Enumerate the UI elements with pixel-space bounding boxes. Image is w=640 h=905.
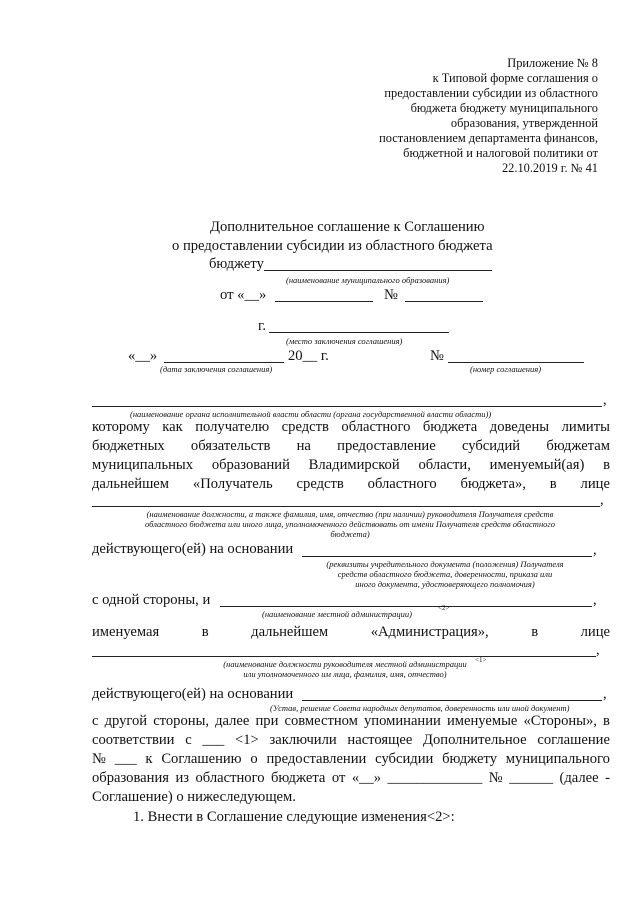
appendix-line: образования, утвержденной [450, 116, 598, 130]
city-label: г. [258, 318, 266, 334]
word: Владимирской [308, 457, 400, 473]
comma: , [593, 542, 597, 558]
date-caption: (дата заключения соглашения) [160, 364, 273, 374]
word: именуемые [446, 713, 518, 729]
acting-label: действующего(ей) на основании [92, 541, 294, 557]
word: бюджета [422, 419, 478, 435]
appendix-line: бюджетной и налоговой политики от [403, 146, 598, 160]
recipient-basis-field[interactable] [302, 556, 592, 557]
caption-line: иного документа, удостоверяющего полномочия) [355, 579, 535, 589]
admin-name-caption: (наименование местной администрации) [262, 609, 412, 619]
paragraph-line [92, 624, 610, 641]
word: получателю [195, 419, 270, 435]
appendix-line: предоставлении субсидии из областного [384, 86, 598, 100]
word: муниципального [505, 751, 610, 767]
word: (далее [559, 770, 599, 786]
comma: , [596, 642, 600, 658]
caption-line: (наименование должности руководителя местной администрации [223, 659, 467, 669]
acting-label-2: действующего(ей) на основании [92, 686, 294, 702]
appendix-block [379, 56, 598, 176]
caption-line: (реквизиты учредительного документа (положения) Получателя [326, 559, 564, 569]
word: бюджета», [460, 476, 526, 492]
word: далее [215, 713, 250, 729]
word: лимиты [561, 419, 610, 435]
authority-caption: (наименование органа исполнительной власти области (органа государственной власти области)) [130, 409, 492, 419]
admin-basis-field[interactable] [302, 700, 602, 701]
word: образования [92, 770, 169, 786]
word: Соглашению [161, 751, 242, 767]
word: предоставление [337, 438, 436, 454]
agreement-date-field[interactable] [275, 301, 373, 302]
appendix-line: Приложение № 8 [507, 56, 598, 70]
word: в [201, 624, 209, 640]
appendix-line: бюджета бюджету муниципального [410, 101, 598, 115]
word: «__» [351, 770, 381, 786]
municipality-field[interactable] [264, 270, 492, 271]
comma: , [593, 592, 597, 608]
caption-line: областного бюджета или иного лица, уполномоченного действовать от имени Получателя средств областного [145, 519, 555, 529]
one-side-label: с одной стороны, и [92, 592, 211, 608]
word: другой [104, 713, 148, 729]
word: упоминании [363, 713, 441, 729]
word: муниципальных [92, 457, 194, 473]
authority-field[interactable] [92, 406, 602, 407]
recipient-head-caption [100, 509, 600, 539]
word: «Стороны», [523, 713, 597, 729]
word: бюджета [270, 770, 326, 786]
word: на [296, 438, 311, 454]
word: при [255, 713, 279, 729]
word: «Получатель [192, 476, 273, 492]
admin-head-caption [200, 659, 490, 679]
word: заключили [269, 732, 337, 748]
comma: , [603, 392, 607, 408]
paragraph-line [92, 438, 610, 455]
word: средств [296, 476, 344, 492]
comma: , [600, 492, 604, 508]
paragraph-line [92, 770, 610, 787]
word: № [92, 751, 106, 767]
word: от [331, 770, 346, 786]
caption-line: (наименование должности, а также фамилия, имя, отчество (при наличии) руководителя Получателя средств [146, 509, 554, 519]
word: о [250, 751, 258, 767]
word: Дополнительное [423, 732, 527, 748]
word: лице [580, 476, 610, 492]
word: именуемая [92, 624, 160, 640]
paragraph-line [92, 732, 610, 749]
number-label-2: № [430, 348, 444, 364]
word: с [185, 732, 192, 748]
word: доведены [489, 419, 550, 435]
word: именуемый(ая) [489, 457, 585, 473]
word: - [605, 770, 610, 786]
paragraph-line [92, 751, 610, 768]
word: субсидии [375, 751, 434, 767]
year-label: 20__ г. [288, 348, 329, 364]
word: в [531, 624, 539, 640]
word: стороны, [153, 713, 210, 729]
appendix-line: 22.10.2019 г. № 41 [501, 161, 598, 175]
place-field[interactable] [269, 332, 449, 333]
word: которому [92, 419, 150, 435]
word: соответствии [92, 732, 175, 748]
place-caption: (место заключения соглашения) [286, 336, 403, 346]
word: областного [341, 419, 411, 435]
word: предоставлении [266, 751, 367, 767]
admin-name-field[interactable] [220, 606, 592, 607]
doc-title-line3: бюджету [209, 256, 264, 272]
word: настоящее [347, 732, 413, 748]
word: областного [195, 770, 265, 786]
appendix-line: к Типовой форме соглашения о [432, 71, 598, 85]
date-field[interactable] [164, 362, 284, 363]
word: образований [211, 457, 290, 473]
word: № [488, 770, 503, 786]
paragraph-line-last: Соглашение) о нижеследующем. [92, 789, 296, 805]
recipient-head-field[interactable] [92, 506, 600, 507]
word: областного [367, 476, 437, 492]
number-field[interactable] [448, 362, 584, 363]
paragraph-line [92, 419, 610, 436]
word: дальнейшем [92, 476, 170, 492]
word: области, [418, 457, 471, 473]
word: из [175, 770, 190, 786]
word: обязательств [190, 438, 271, 454]
word: в [603, 457, 610, 473]
item-1: 1. Внести в Соглашение следующие изменения<2>: [133, 809, 455, 825]
appendix-line: постановлением департамента финансов, [379, 131, 598, 145]
word: бюджетам [546, 438, 610, 454]
word: лице [580, 624, 610, 640]
word: субсидий [461, 438, 521, 454]
from-label: от «__» [220, 287, 267, 303]
word: как [162, 419, 183, 435]
word: <1> [235, 732, 259, 748]
word: дальнейшем [251, 624, 329, 640]
word: совместном [284, 713, 358, 729]
word: в [549, 476, 557, 492]
caption-line: или уполномоченного им лица, фамилия, имя, отчество) [243, 669, 447, 679]
word: бюджету [442, 751, 497, 767]
number-caption: (номер соглашения) [470, 364, 542, 374]
date-open-label: «__» [128, 348, 158, 364]
paragraph-line [92, 457, 610, 474]
word: в [603, 713, 610, 729]
admin-head-field[interactable] [92, 656, 596, 657]
word: «Администрация», [370, 624, 489, 640]
caption-line: бюджета) [330, 529, 370, 539]
doc-title-line1: Дополнительное соглашение к Соглашению [210, 219, 485, 235]
comma: , [603, 686, 607, 702]
paragraph-line [92, 713, 610, 730]
word: с [92, 713, 99, 729]
word: средств [281, 419, 329, 435]
word: ______ [509, 770, 553, 786]
doc-title-line2: о предоставлении субсидии из областного бюджета [172, 238, 493, 254]
word: к [145, 751, 153, 767]
admin-head-ref: <1> [475, 656, 487, 664]
word: бюджетных [92, 438, 165, 454]
word: соглашение [537, 732, 610, 748]
admin-name-ref: <2> [438, 604, 450, 612]
admin-basis-caption: (Устав, решение Совета народных депутатов, доверенность или иной документ) [270, 703, 570, 713]
recipient-docs-caption [300, 559, 590, 589]
word: ___ [114, 751, 137, 767]
word: ___ [202, 732, 225, 748]
municipality-caption: (наименование муниципального образования) [286, 275, 450, 285]
word: _____________ [387, 770, 483, 786]
number-label: № [384, 287, 398, 303]
caption-line: средств областного бюджета, доверенности, приказа или [337, 569, 553, 579]
paragraph-line [92, 476, 610, 493]
agreement-number-field[interactable] [405, 301, 483, 302]
